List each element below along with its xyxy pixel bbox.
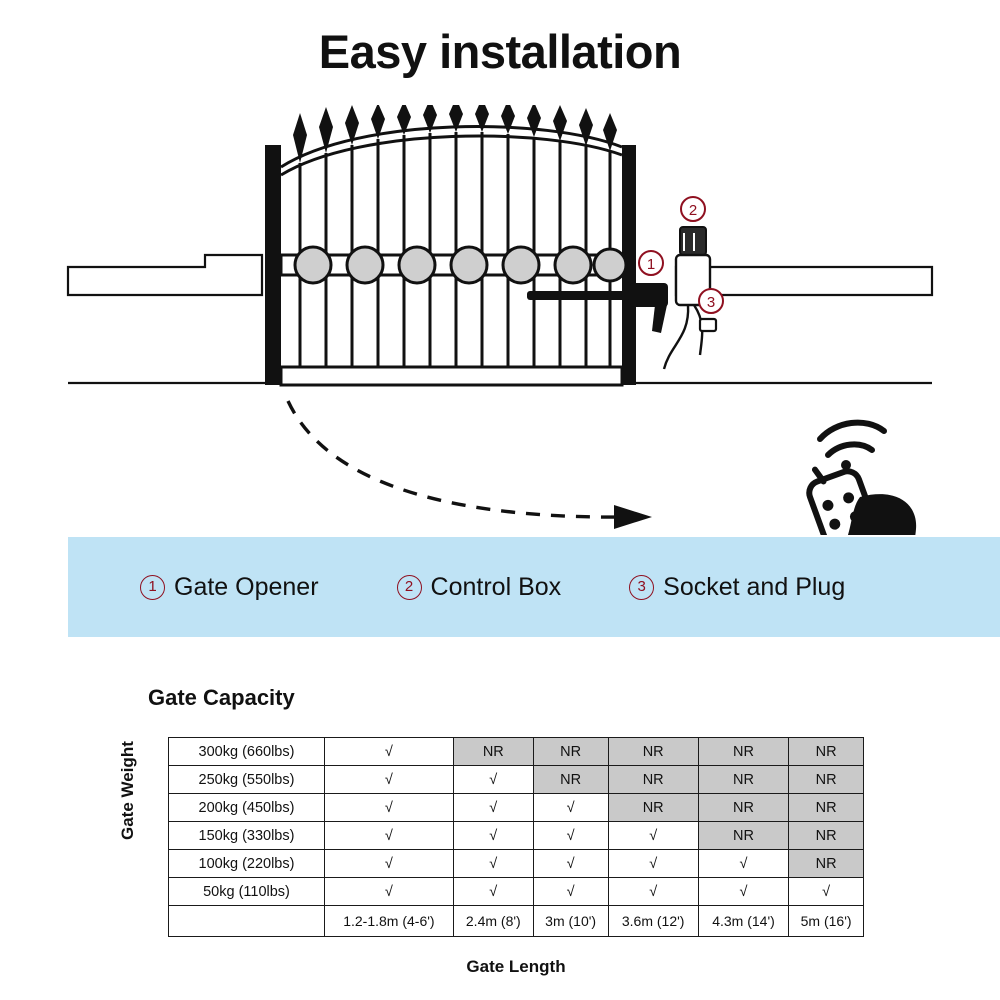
cell: NR <box>789 766 864 794</box>
table-column-header-row <box>169 906 864 937</box>
legend-label-control-box: Control Box <box>430 572 562 601</box>
cell: √ <box>608 850 698 878</box>
cell: √ <box>533 822 608 850</box>
legend-marker-3: 3 <box>629 575 654 600</box>
cell: NR <box>789 822 864 850</box>
legend-label-socket-and-plug: Socket and Plug <box>663 572 846 601</box>
cell: √ <box>325 850 454 878</box>
page-title: Easy installation <box>318 25 682 78</box>
legend-item-gate-opener <box>140 573 319 602</box>
column-header: 3m (10') <box>533 906 608 937</box>
row-weight: 300kg (660lbs) <box>169 738 325 766</box>
cell: NR <box>789 850 864 878</box>
cell: NR <box>533 766 608 794</box>
table-row <box>169 766 864 794</box>
table-row <box>169 822 864 850</box>
cell: NR <box>533 738 608 766</box>
cell: √ <box>453 766 533 794</box>
cell: √ <box>453 822 533 850</box>
table-row <box>169 738 864 766</box>
callout-1 <box>639 251 663 275</box>
cell: √ <box>325 738 454 766</box>
legend <box>68 537 1000 637</box>
cell: √ <box>453 850 533 878</box>
cell: √ <box>453 794 533 822</box>
cell: √ <box>325 766 454 794</box>
column-header: 4.3m (14') <box>698 906 788 937</box>
row-weight: 250kg (550lbs) <box>169 766 325 794</box>
column-header: 3.6m (12') <box>608 906 698 937</box>
cell: √ <box>325 878 454 906</box>
gate-length-axis-label: Gate Length <box>466 957 566 976</box>
svg-text:2: 2 <box>688 202 698 219</box>
cell: NR <box>698 794 788 822</box>
legend-item-socket-and-plug <box>629 573 845 602</box>
row-weight: 150kg (330lbs) <box>169 822 325 850</box>
remote-control-in-hand-icon <box>802 423 916 535</box>
table-row <box>169 850 864 878</box>
cell: √ <box>325 794 454 822</box>
cell: √ <box>453 878 533 906</box>
legend-item-control-box <box>397 573 562 602</box>
cell: NR <box>789 794 864 822</box>
installation-illustration <box>0 105 1000 535</box>
svg-text:3: 3 <box>706 294 716 311</box>
column-header: 5m (16') <box>789 906 864 937</box>
cell: √ <box>608 822 698 850</box>
row-weight: 200kg (450lbs) <box>169 794 325 822</box>
column-header: 2.4m (8') <box>453 906 533 937</box>
cell: √ <box>325 822 454 850</box>
legend-marker-2: 2 <box>397 575 422 600</box>
callout-3 <box>699 289 723 313</box>
cell: NR <box>453 738 533 766</box>
table-row <box>169 794 864 822</box>
cell: NR <box>698 738 788 766</box>
table-row <box>169 878 864 906</box>
cell: NR <box>698 822 788 850</box>
svg-text:1: 1 <box>646 256 656 273</box>
cell: √ <box>533 850 608 878</box>
row-weight: 50kg (110lbs) <box>169 878 325 906</box>
cell: NR <box>608 738 698 766</box>
legend-marker-1: 1 <box>140 575 165 600</box>
cell: NR <box>789 738 864 766</box>
cell: NR <box>608 766 698 794</box>
cell: √ <box>533 794 608 822</box>
cell: √ <box>789 878 864 906</box>
cell: NR <box>608 794 698 822</box>
gate-weight-axis-label: Gate Weight <box>118 741 137 840</box>
gate-capacity-title: Gate Capacity <box>148 685 295 710</box>
cell: NR <box>698 766 788 794</box>
column-header: 1.2-1.8m (4-6') <box>325 906 454 937</box>
gate-capacity-table <box>168 737 864 937</box>
callout-2 <box>681 197 705 221</box>
corner-cell <box>169 906 325 937</box>
legend-label-gate-opener: Gate Opener <box>174 572 319 601</box>
cell: √ <box>608 878 698 906</box>
row-weight: 100kg (220lbs) <box>169 850 325 878</box>
cell: √ <box>698 850 788 878</box>
cell: √ <box>698 878 788 906</box>
cell: √ <box>533 878 608 906</box>
